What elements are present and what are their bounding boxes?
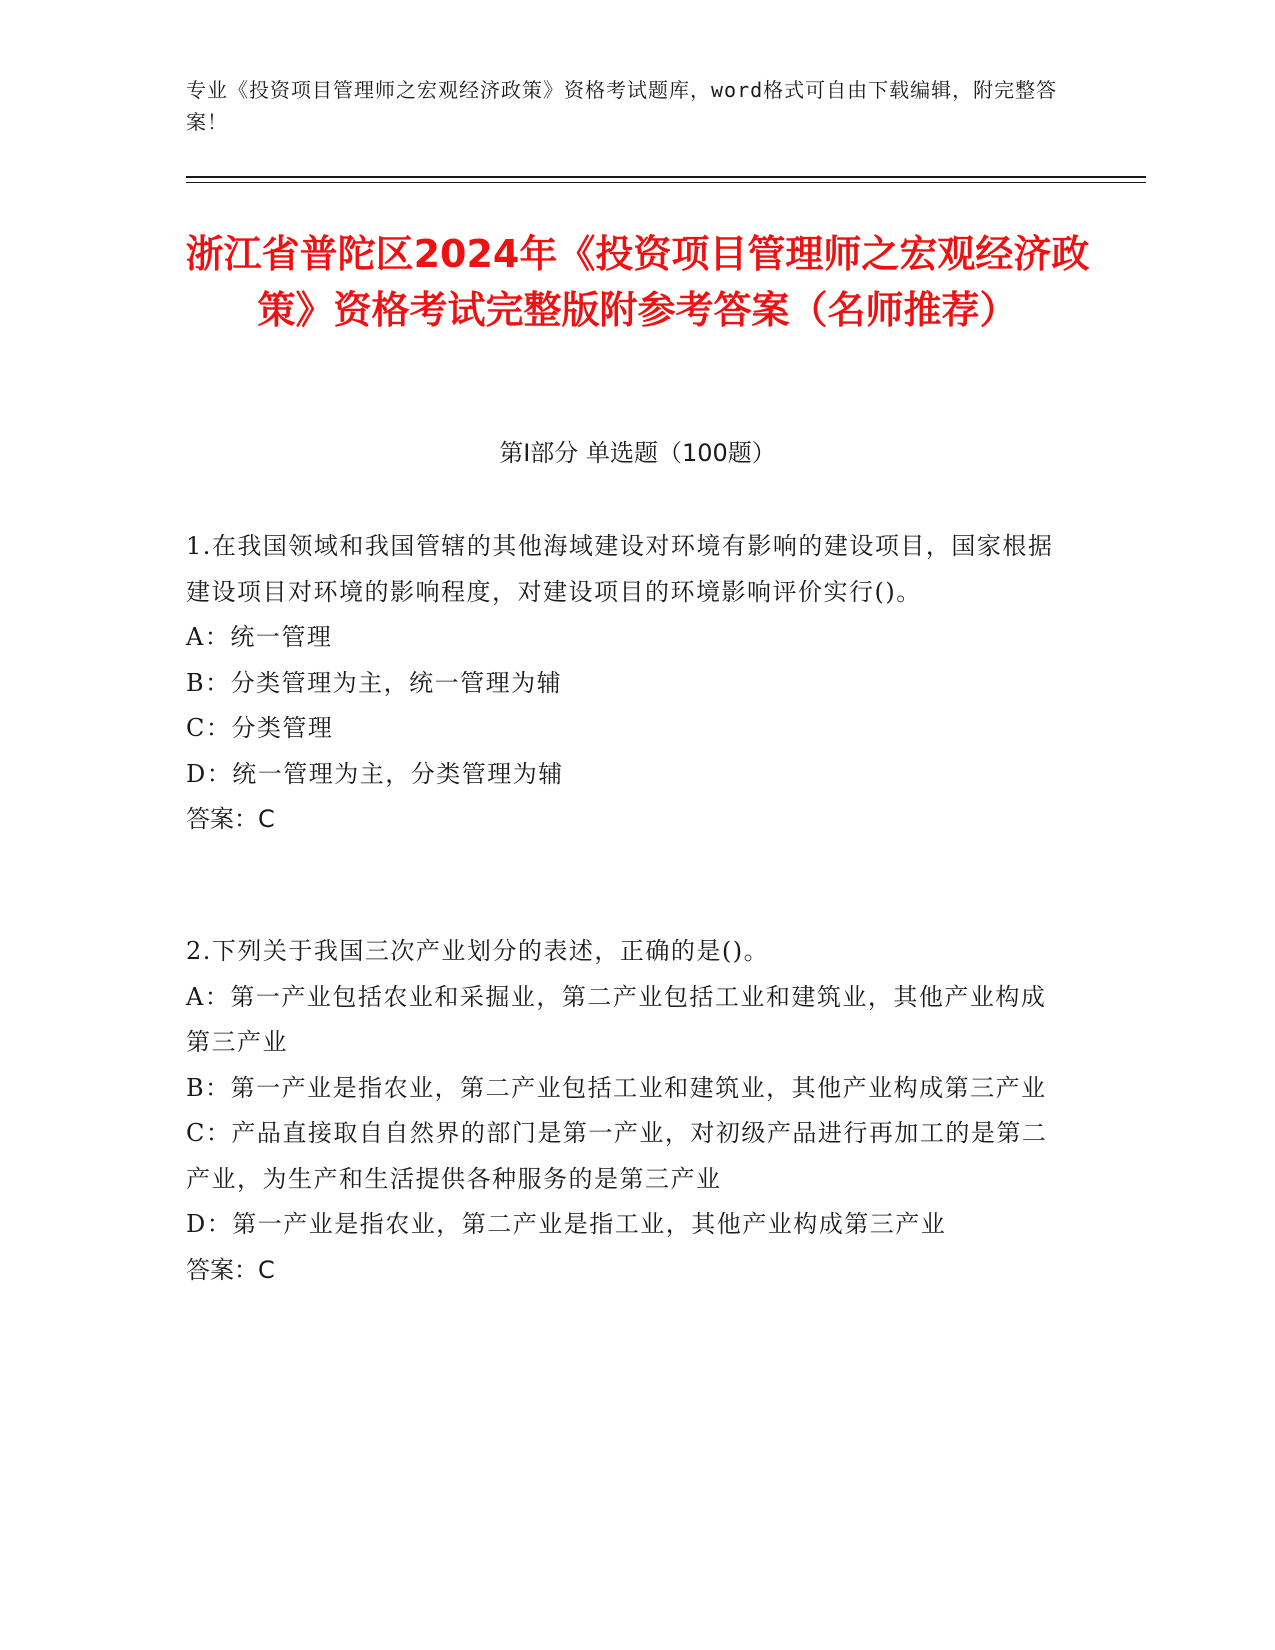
header-divider-thick: [186, 176, 1146, 178]
option-c: C：产品直接取自自然界的部门是第一产业，对初级产品进行再加工的是第二产业，为生产和生活提供各种服务的是第三产业: [186, 1119, 1048, 1193]
question-stem: 1.在我国领域和我国管辖的其他海域建设对环境有影响的建设项目，国家根据建设项目对环境的影响程度，对建设项目的环境影响评价实行()。: [186, 532, 1054, 606]
question-2: [186, 929, 1066, 1293]
answer: 答案：C: [186, 805, 275, 833]
section-title: 第Ⅰ部分 单选题（100题）: [499, 439, 776, 467]
option-a: A：统一管理: [186, 623, 333, 651]
question-stem: 2.下列关于我国三次产业划分的表述，正确的是()。: [186, 937, 770, 965]
option-b: B：分类管理为主，统一管理为辅: [186, 668, 563, 697]
option-d: D：第一产业是指农业，第二产业是指工业，其他产业构成第三产业: [186, 1210, 947, 1238]
option-c: C：分类管理: [186, 714, 334, 742]
header-divider-thin: [186, 182, 1146, 183]
option-d: D：统一管理为主，分类管理为辅: [186, 759, 564, 788]
question-1: [186, 524, 1066, 843]
header-note: 专业《投资项目管理师之宏观经济政策》资格考试题库，word格式可自由下载编辑，附完整答案！: [186, 78, 1058, 134]
answer: 答案：C: [186, 1255, 275, 1284]
option-b: B：第一产业是指农业，第二产业包括工业和建筑业，其他产业构成第三产业: [186, 1073, 1047, 1102]
document-title: 浙江省普陀区2024年《投资项目管理师之宏观经济政策》资格考试完整版附参考答案（名师推荐）: [185, 232, 1090, 332]
option-a: A：第一产业包括农业和采掘业，第二产业包括工业和建筑业，其他产业构成第三产业: [186, 982, 1047, 1056]
